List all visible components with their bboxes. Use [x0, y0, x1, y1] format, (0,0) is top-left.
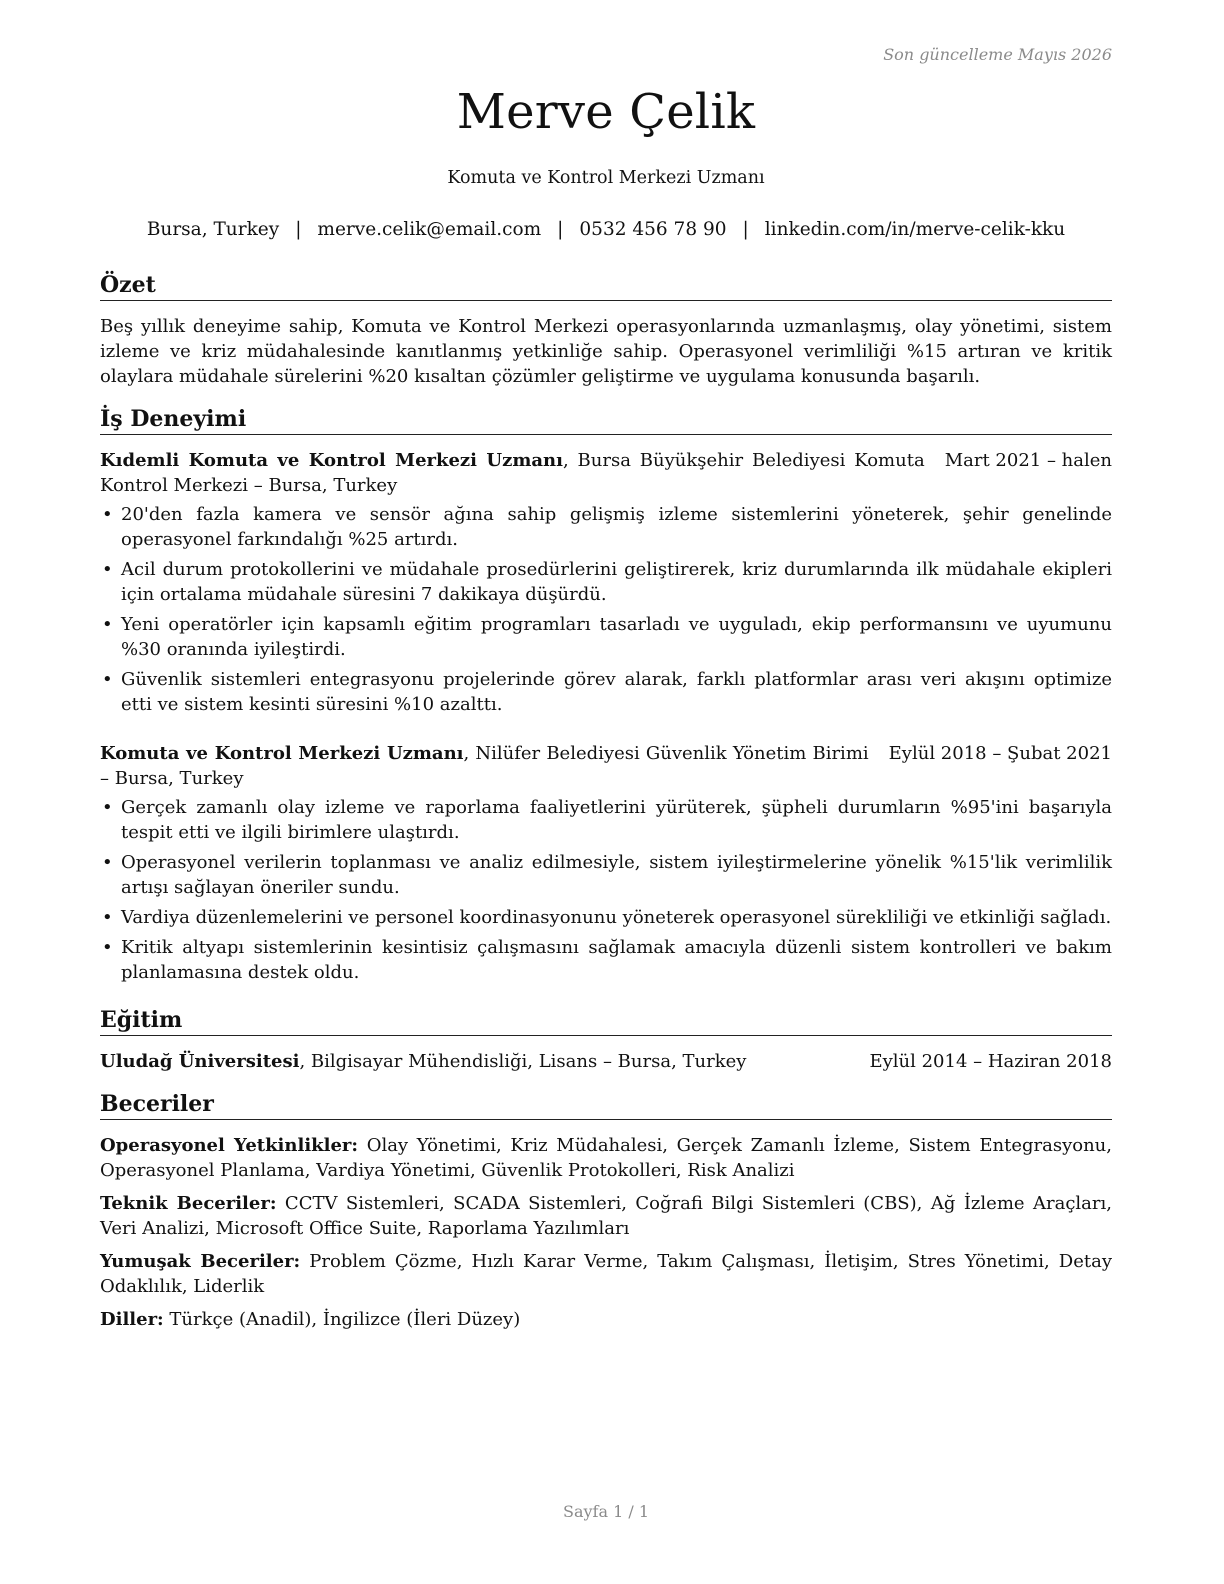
job-bullet-list: [100, 502, 1112, 717]
last-updated-note: Son güncelleme Mayıs 2026: [883, 45, 1112, 64]
job-dates: Eylül 2018 – Şubat 2021: [869, 741, 1112, 766]
skill-group: [100, 1133, 1112, 1183]
education-entry: [100, 1049, 1112, 1074]
contact-location: Bursa, Turkey: [146, 219, 280, 240]
skill-group: [100, 1191, 1112, 1241]
job-role: Kıdemli Komuta ve Kontrol Merkezi Uzmanı: [100, 450, 563, 471]
contact-line: [100, 219, 1112, 240]
job-bullet-list: [100, 795, 1112, 985]
job-role: Komuta ve Kontrol Merkezi Uzmanı: [100, 743, 464, 764]
skill-group-items: CCTV Sistemleri, SCADA Sistemleri, Coğrafi Bilgi Sistemleri (CBS), Ağ İzleme Araçları, Veri Analizi, Microsoft Office Suite, Raporlama Yazılımları: [100, 1193, 1112, 1239]
contact-separator: |: [295, 219, 302, 240]
job-entry: [100, 448, 1112, 722]
education-school: Uludağ Üniversitesi: [100, 1051, 300, 1072]
candidate-name: Merve Çelik: [456, 84, 756, 140]
job-entry: [100, 741, 1112, 990]
job-header: [100, 448, 1112, 498]
education-dates: Eylül 2014 – Haziran 2018: [849, 1049, 1112, 1074]
skill-group-items: Olay Yönetimi, Kriz Müdahalesi, Gerçek Zamanlı İzleme, Sistem Entegrasyonu, Operasyonel Planlama, Vardiya Yönetimi, Güvenlik Protokolleri, Risk Analizi: [100, 1135, 1112, 1181]
experience-heading: İş Deneyimi: [100, 406, 1112, 435]
contact-separator: |: [557, 219, 564, 240]
skill-group-label: Operasyonel Yetkinlikler:: [100, 1135, 359, 1156]
job-bullet: • 20'den fazla kamera ve sensör ağına sahip gelişmiş izleme sistemlerini yöneterek, şehir genelinde operasyonel farkındalığı %25 artırdı.: [100, 502, 1112, 552]
job-bullet: • Vardiya düzenlemelerini ve personel koordinasyonunu yöneterek operasyonel sürekliliği ve etkinliği sağladı.: [100, 905, 1112, 930]
contact-email[interactable]: merve.celik@email.com: [317, 219, 542, 240]
job-bullet: • Güvenlik sistemleri entegrasyonu projelerinde görev alarak, farklı platformlar arası veri akışını optimize etti ve sistem kesinti süresini %10 azalttı.: [100, 667, 1112, 717]
contact-phone: 0532 456 78 90: [579, 219, 727, 240]
education-header: [100, 1049, 1112, 1074]
job-bullet: • Gerçek zamanlı olay izleme ve raporlama faaliyetlerini yürüterek, şüpheli durumların %95'ini başarıyla tespit etti ve ilgili birimlere ulaştırdı.: [100, 795, 1112, 845]
job-bullet: • Operasyonel verilerin toplanması ve analiz edilmesiyle, sistem iyileştirmelerine yönelik %15'lik verimlilik artışı sağlayan öneriler sundu.: [100, 850, 1112, 900]
job-organization: , Nilüfer Belediyesi Güvenlik Yönetim Birimi – Bursa, Turkey: [100, 743, 869, 789]
skill-group-items: Problem Çözme, Hızlı Karar Verme, Takım Çalışması, İletişim, Stres Yönetimi, Detay Odaklılık, Liderlik: [100, 1251, 1112, 1297]
job-bullet: • Kritik altyapı sistemlerinin kesintisiz çalışmasını sağlamak amacıyla düzenli sistem kontrolleri ve bakım planlamasına destek oldu.: [100, 935, 1112, 985]
skill-group-label: Diller:: [100, 1309, 164, 1330]
skill-group-label: Teknik Beceriler:: [100, 1193, 277, 1214]
job-bullet: • Yeni operatörler için kapsamlı eğitim programları tasarladı ve uyguladı, ekip performansını ve uyumunu %30 oranında iyileştirdi.: [100, 612, 1112, 662]
skill-group: [100, 1307, 1112, 1332]
skills-heading: Beceriler: [100, 1091, 1112, 1120]
skill-group-label: Yumuşak Beceriler:: [100, 1251, 301, 1272]
candidate-title: Komuta ve Kontrol Merkezi Uzmanı: [447, 168, 765, 188]
resume-page: [100, 0, 1112, 1584]
contact-separator: |: [742, 219, 749, 240]
skill-group-items: Türkçe (Anadil), İngilizce (İleri Düzey): [163, 1309, 521, 1330]
summary-text: Beş yıllık deneyime sahip, Komuta ve Kontrol Merkezi operasyonlarında uzmanlaşmış, olay yönetimi, sistem izleme ve kriz müdahalesinde kanıtlanmış yetkinliğe sahip. Operasyonel verimliliği %15 artıran ve kritik olaylara müdahale sürelerini %20 kısaltan çözümler geliştirme ve uygulama konusunda başarılı.: [100, 316, 1112, 387]
job-bullet: • Acil durum protokollerini ve müdahale prosedürlerini geliştirerek, kriz durumlarında ilk müdahale ekipleri için ortalama müdahale süresini 7 dakikaya düşürdü.: [100, 557, 1112, 607]
job-dates: Mart 2021 – halen: [925, 448, 1112, 473]
skills-list: [100, 1133, 1112, 1340]
education-heading: Eğitim: [100, 1007, 1112, 1036]
summary-heading: Özet: [100, 272, 1112, 301]
job-organization: , Bursa Büyükşehir Belediyesi Komuta Kontrol Merkezi – Bursa, Turkey: [100, 450, 925, 496]
page-number-footer: Sayfa 1 / 1: [562, 1502, 649, 1521]
job-header: [100, 741, 1112, 791]
education-detail: , Bilgisayar Mühendisliği, Lisans – Bursa, Turkey: [299, 1051, 747, 1072]
contact-linkedin[interactable]: linkedin.com/in/merve-celik-kku: [764, 219, 1066, 240]
skill-group: [100, 1249, 1112, 1299]
